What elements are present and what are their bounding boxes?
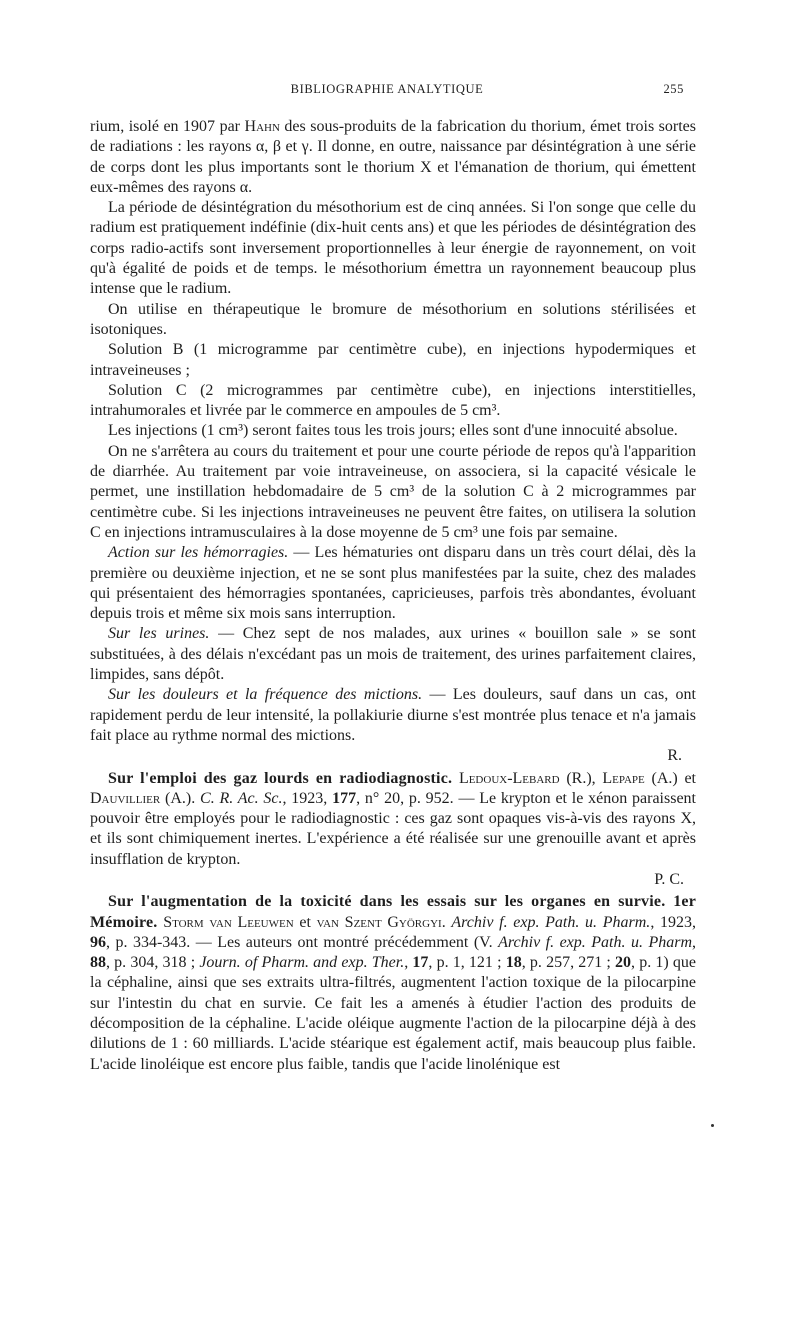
paragraph <box>90 543 696 624</box>
paragraph <box>90 624 696 685</box>
paragraph-text: — Chez sept de nos malades, aux urines « bouillon sale » se sont substituées, à des délais n'excédant pas un mois de traitement, des urines parfaitement claires, limpides, sans dépôt. <box>90 625 697 684</box>
entry-text: , 1923, <box>650 913 696 931</box>
entry-text: , p. 304, 318 ; <box>106 954 200 972</box>
entry-text: , <box>404 954 413 972</box>
running-title: BIBLIOGRAPHIE ANALYTIQUE <box>290 82 484 96</box>
volume-number: 20 <box>615 954 632 972</box>
author-name: Dauvillier <box>90 789 161 807</box>
paragraph-text: — Les douleurs, sauf dans un cas, ont rapidement perdu de leur intensité, la pollakiurie diurne s'est montrée plus tenace et n'a jamais fait place au rythme normal des mictions. <box>90 686 697 744</box>
volume-number: 177 <box>332 789 357 807</box>
entry-memoire: 1er Mémoire. <box>90 893 696 931</box>
author-name: Ledoux-Lebard <box>458 769 560 787</box>
paragraph <box>90 685 696 746</box>
entry-text: , p. 1) que la céphaline, ainsi que ses extraits ultra-filtrés, augmentent l'action toxique de la pilocarpine sur l'intestin du chat en survie. Ce fait les a amenés à étudier l'action des produits de décomposition de la céphaline. L'acide oléique augmente l'action de la pilocarpine déjà à des dilutions de 1 : 60 milliards. L'acide stéarique est également actif, mais beaucoup plus faible. L'acide linoléique est encore plus faible, tandis que l'acide linolénique est <box>90 954 697 1073</box>
entry-text: , p. 257, 271 ; <box>521 954 616 972</box>
entry-text: , 1923, <box>282 789 333 807</box>
entry-text: (R.), <box>559 769 603 787</box>
paragraph-text: des sous-produits de la fabrication du thorium, émet trois sortes de radiations : les rayons α, β et γ. Il donne, en outre, naissance par désintégration à une série de corps dont les plus importants sont le thorium X et l'émanation de thorium, qui émettent eux-mêmes des rayons α. <box>90 118 697 196</box>
paragraph: Solution B (1 microgramme par centimètre cube), en injections hypodermiques et intraveineuses ; <box>90 341 696 379</box>
volume-number: 17 <box>412 954 429 972</box>
volume-number: 88 <box>90 954 106 972</box>
paragraph-lead: Action sur les hémorragies. <box>108 544 289 562</box>
entry-title: Sur l'emploi des gaz lourds en radiodiagnostic. <box>108 769 453 787</box>
article-body <box>90 117 696 1075</box>
running-header <box>90 82 684 102</box>
paragraph: Solution C (2 microgrammes par centimètre cube), en injections interstitielles, intrahumorales et livrée par le commerce en ampoules de 5 cm³. <box>90 381 696 420</box>
page-number: 255 <box>663 82 684 96</box>
paragraph <box>90 117 696 198</box>
paragraph: Les injections (1 cm³) seront faites tous les trois jours; elles sont d'une innocuité absolue. <box>108 422 678 440</box>
bibliography-entry <box>90 769 696 870</box>
journal-name: Journ. of Pharm. and exp. Ther. <box>199 954 405 972</box>
volume-number: 18 <box>505 954 522 972</box>
entry-text: (A.) et <box>644 769 697 787</box>
paragraph: La période de désintégration du mésothorium est de cinq années. Si l'on songe que celle du radium est pratiquement indéfinie (dix-huit cents ans) et que les périodes de désintégration des corps radio-actifs sont inversement proportionnelles à leur énergie de rayonnement, on voit qu'à égalité de poids et de temps. le mésothorium émettra un rayonnement beaucoup plus intense que le radium. <box>90 199 696 298</box>
paragraph: On ne s'arrêtera au cours du traitement et pour une courte période de repos qu'à l'apparition de diarrhée. Au traitement par voie intraveineuse, on associera, si la capacité vésicale le permet, une instillation hebdomadaire de 5 cm³ de la solution C à 2 microgrammes par centimètre cube. Si les injections intraveineuses ne peuvent être faites, on utilisera la solution C en injections intramusculaires à la dose moyenne de 5 cm³ une fois par semaine. <box>90 442 696 541</box>
paragraph: On utilise en thérapeutique le bromure de mésothorium en solutions stérilisées et isotoniques. <box>90 300 696 338</box>
entry-text: , p. 334-343. — Les auteurs ont montré précédemment (V. <box>106 933 499 951</box>
entry-text: . <box>441 913 452 931</box>
entry-text: et <box>293 913 317 931</box>
entry-text: (A.). <box>160 789 201 807</box>
paragraph-text: rium, isolé en 1907 par <box>90 118 245 135</box>
journal-name: Archiv f. exp. Path. u. Pharm <box>498 933 692 951</box>
journal-name: Archiv f. exp. Path. u. Pharm. <box>451 913 651 931</box>
journal-name: C. R. Ac. Sc. <box>200 789 283 807</box>
author-name: Hahn <box>244 118 280 135</box>
entry-title: Sur l'augmentation de la toxicité dans les essais sur les organes en survie. <box>108 893 666 911</box>
paragraph-text: — Les hématuries ont disparu dans un très court délai, dès la première ou deuxième injection, et ne se sont plus manifestées par la suite, chez des malades qui présentaient des hémorragies spontanées, capricieuses, parfois très abondantes, évoluant depuis trois et même six mois sans interruption. <box>90 544 696 623</box>
signature: P. C. <box>654 870 684 888</box>
volume-number: 96 <box>90 933 106 951</box>
author-name: Lepape <box>602 769 645 787</box>
author-name: van Szent Györgyi <box>316 913 442 931</box>
signature: R. <box>667 747 682 765</box>
paragraph-lead: Sur les urines. <box>108 625 210 643</box>
entry-text: , <box>692 933 696 951</box>
bibliography-entry <box>90 892 696 1075</box>
entry-text: , n° 20, p. 952. — Le krypton et le xénon paraissent pouvoir être employés pour le radiodiagnostic : ces gaz sont opaques vis-à-vis des rayons X, et ils sont chimiquement inertes. L'expérience a été réalisée sur une grenouille avant et après insufflation de krypton. <box>90 789 696 868</box>
ink-speck <box>711 1124 714 1127</box>
author-name: Storm van Leeuwen <box>163 913 294 931</box>
paragraph-lead: Sur les douleurs et la fréquence des mictions. <box>108 686 423 704</box>
entry-text: , p. 1, 121 ; <box>428 954 506 972</box>
